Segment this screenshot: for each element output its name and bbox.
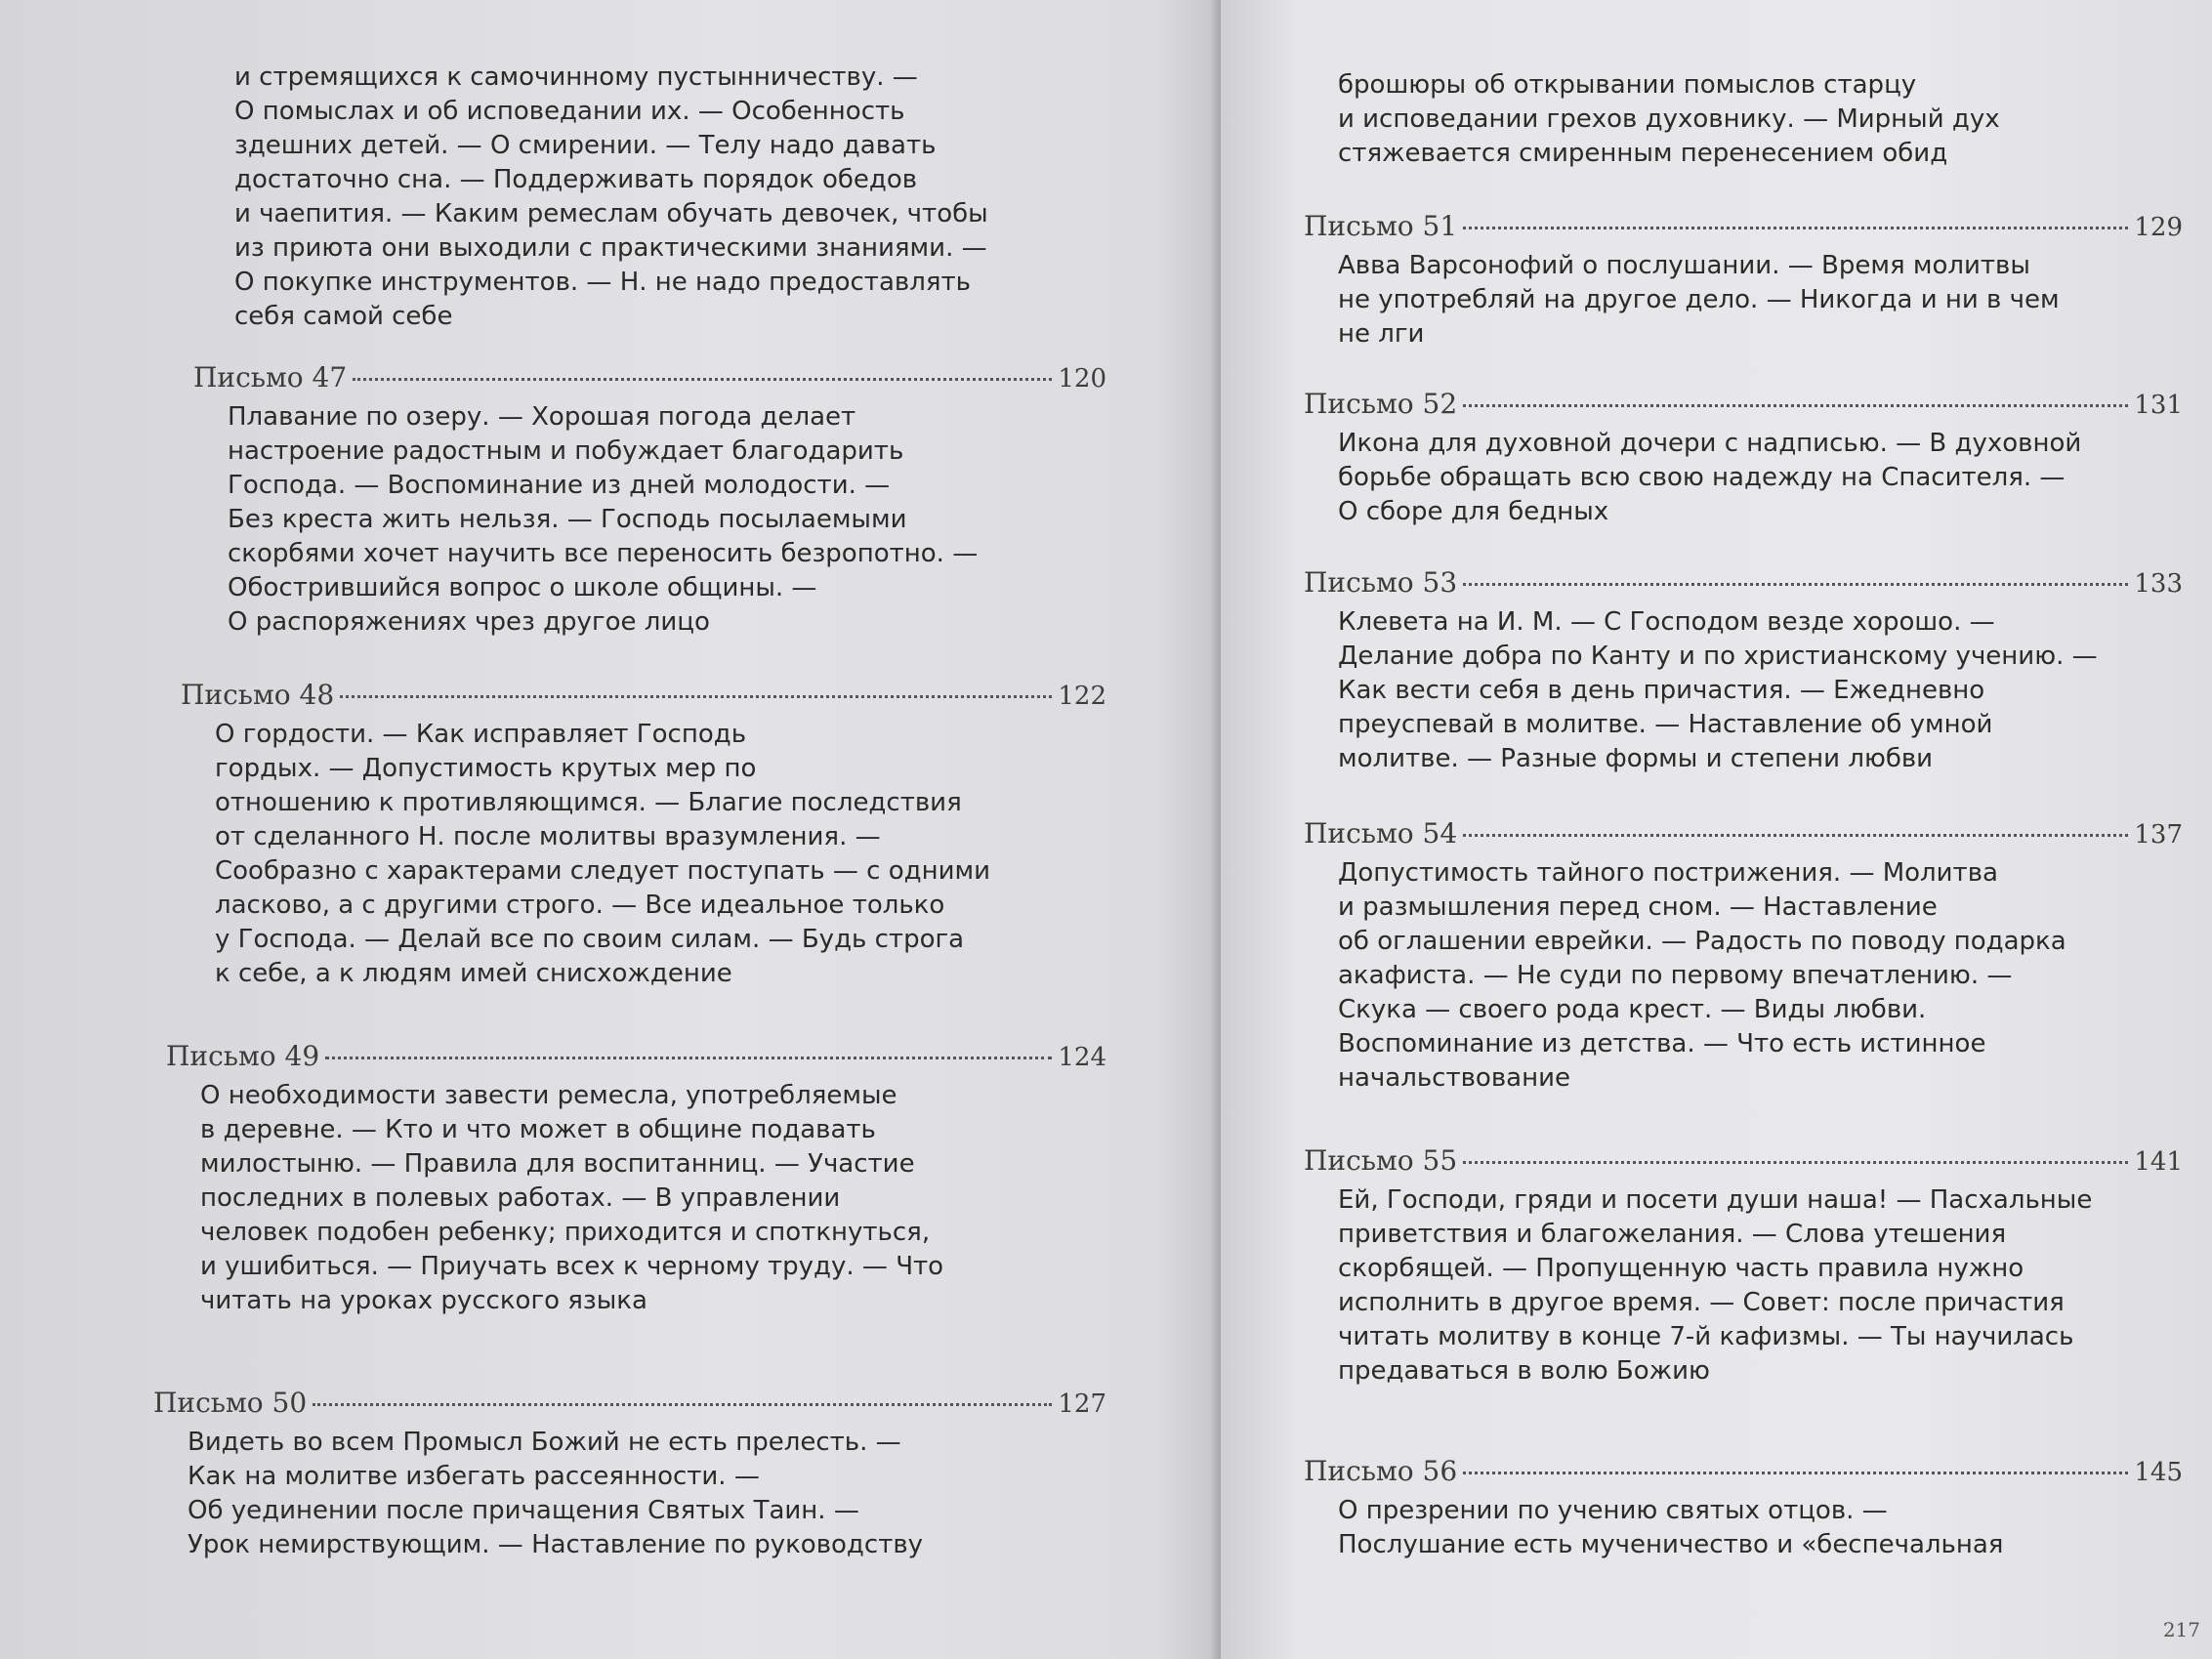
entry-page-number: 133: [2134, 569, 2183, 599]
entry-title: Письмо 48: [181, 679, 335, 711]
summary-line: к себе, а к людям имей снисхождение: [215, 959, 732, 988]
summary-line: Клевета на И. М. — С Господом везде хорошо. —: [1338, 607, 1995, 637]
summary-line: стяжевается смиренным перенесением обид: [1338, 139, 1948, 168]
entry-page-number: 129: [2134, 213, 2183, 242]
summary-line: ласково, а с другими строго. — Все идеальное только: [215, 891, 945, 920]
summary-line: от сделанного Н. после молитвы вразумления. —: [215, 822, 881, 851]
entry-summary: [228, 400, 1106, 640]
summary-line: Урок немирствующим. — Наставление по руководству: [188, 1530, 924, 1559]
summary-line: последних в полевых работах. — В управлении: [200, 1183, 841, 1213]
left-continuation: [234, 61, 988, 334]
summary-line: и размышления перед сном. — Наставление: [1338, 892, 1938, 922]
summary-line: достаточно сна. — Поддерживать порядок обедов: [234, 165, 918, 194]
toc-entry-52: [1304, 388, 2183, 529]
summary-line: читать молитву в конце 7-й кафизмы. — Ты научилась: [1338, 1322, 2074, 1351]
summary-line: Видеть во всем Промысл Божий не есть прелесть. —: [188, 1428, 901, 1457]
summary-line: О необходимости завести ремесла, употребляемые: [200, 1081, 897, 1110]
summary-line: и чаепития. — Каким ремеслам обучать девочек, чтобы: [234, 199, 988, 228]
dot-leader: [1463, 404, 2128, 407]
summary-line: исполнить в другое время. — Совет: после причастия: [1338, 1288, 2065, 1317]
summary-line: О помыслах и об исповедании их. — Особенность: [234, 97, 905, 126]
summary-line: человек подобен ребенку; приходится и споткнуться,: [200, 1218, 931, 1247]
entry-title: Письмо 52: [1304, 388, 1458, 420]
toc-entry-49: [166, 1040, 1106, 1318]
dot-leader: [325, 1057, 1052, 1059]
summary-line: Плавание по озеру. — Хорошая погода делает: [228, 402, 856, 432]
summary-line: О презрении по учению святых отцов. —: [1338, 1496, 1888, 1525]
entry-summary: [215, 718, 1106, 991]
toc-entry-54: [1304, 817, 2183, 1096]
summary-line: Сообразно с характерами следует поступать — с одними: [215, 856, 991, 886]
summary-line: об оглашении еврейки. — Радость по поводу подарка: [1338, 927, 2066, 956]
summary-line: гордых. — Допустимость крутых мер по: [215, 754, 757, 783]
toc-entry-53: [1304, 566, 2183, 776]
entry-summary: [200, 1079, 1106, 1318]
entry-heading[interactable]: [1304, 817, 2183, 856]
summary-line: из приюта они выходили с практическими знаниями. —: [234, 233, 987, 263]
dot-leader: [1463, 227, 2128, 229]
summary-line: Господа. — Воспоминание из дней молодости. —: [228, 471, 891, 500]
dot-leader: [1463, 1161, 2128, 1164]
entry-summary: [1338, 68, 2000, 171]
entry-title: Письмо 51: [1304, 210, 1458, 242]
entry-heading[interactable]: [166, 1040, 1106, 1079]
entry-page-number: 120: [1058, 364, 1106, 394]
dot-leader: [340, 695, 1052, 698]
right-page: [1221, 0, 2212, 1659]
summary-line: О распоряжениях чрез другое лицо: [228, 607, 710, 637]
summary-line: Авва Варсонофий о послушании. — Время молитвы: [1338, 251, 2030, 280]
entry-title: Письмо 56: [1304, 1455, 1458, 1487]
entry-page-number: 137: [2134, 820, 2183, 850]
summary-line: себя самой себе: [234, 302, 453, 331]
entry-page-number: 145: [2134, 1458, 2183, 1487]
summary-line: настроение радостным и побуждает благодарить: [228, 436, 904, 466]
entry-summary: [1338, 427, 2183, 529]
entry-heading[interactable]: [181, 679, 1106, 718]
entry-summary: [234, 61, 988, 334]
entry-heading[interactable]: [1304, 210, 2183, 249]
dot-leader: [313, 1403, 1052, 1406]
summary-line: брошюры об открывании помыслов старцу: [1338, 70, 1917, 100]
summary-line: Как вести себя в день причастия. — Ежедневно: [1338, 676, 1985, 705]
entry-heading[interactable]: [1304, 388, 2183, 427]
entry-summary: [1338, 1183, 2183, 1389]
toc-entry-48: [181, 679, 1106, 991]
entry-heading[interactable]: [1304, 566, 2183, 605]
entry-title: Письмо 53: [1304, 566, 1458, 599]
right-continuation: [1338, 68, 2000, 171]
entry-title: Письмо 54: [1304, 817, 1458, 850]
entry-summary: [1338, 1494, 2183, 1562]
summary-line: начальствование: [1338, 1063, 1570, 1093]
summary-line: и стремящихся к самочинному пустынничеству. —: [234, 62, 918, 92]
summary-line: Послушание есть мученичество и «беспечальная: [1338, 1530, 2004, 1559]
summary-line: О покупке инструментов. — Н. не надо предоставлять: [234, 268, 971, 297]
dot-leader: [1463, 834, 2128, 837]
entry-title: Письмо 50: [153, 1387, 308, 1419]
summary-line: преуспевай в молитве. — Наставление об умной: [1338, 710, 1993, 739]
toc-entry-51: [1304, 210, 2183, 352]
toc-entry-50: [153, 1387, 1106, 1562]
entry-page-number: 127: [1058, 1389, 1106, 1419]
entry-heading[interactable]: [193, 361, 1106, 400]
summary-line: читать на уроках русского языка: [200, 1286, 647, 1315]
summary-line: О гордости. — Как исправляет Господь: [215, 720, 747, 749]
entry-page-number: 124: [1058, 1043, 1106, 1072]
entry-title: Письмо 47: [193, 361, 348, 394]
toc-entry-56: [1304, 1455, 2183, 1562]
summary-line: Обострившийся вопрос о школе общины. —: [228, 573, 817, 602]
toc-entry-47: [193, 361, 1106, 640]
summary-line: Допустимость тайного пострижения. — Молитва: [1338, 858, 1998, 888]
summary-line: приветствия и благожелания. — Слова утешения: [1338, 1220, 2007, 1249]
summary-line: у Господа. — Делай все по своим силам. — Будь строга: [215, 925, 965, 954]
entry-title: Письмо 55: [1304, 1144, 1458, 1177]
dot-leader: [1463, 583, 2128, 586]
entry-summary: [1338, 249, 2183, 352]
summary-line: скорбящей. — Пропущенную часть правила нужно: [1338, 1254, 2024, 1283]
summary-line: молитве. — Разные формы и степени любви: [1338, 744, 1934, 773]
summary-line: Икона для духовной дочери с надписью. — В духовной: [1338, 429, 2082, 458]
summary-line: в деревне. — Кто и что может в общине подавать: [200, 1115, 876, 1144]
summary-line: борьбе обращать всю свою надежду на Спасителя. —: [1338, 463, 2066, 492]
summary-line: и ушибиться. — Приучать всех к черному труду. — Что: [200, 1252, 944, 1281]
summary-line: Скука — своего рода крест. — Виды любви.: [1338, 995, 1927, 1024]
summary-line: Ей, Господи, гряди и посети души наша! — Пасхальные: [1338, 1185, 2093, 1215]
summary-line: Об уединении после причащения Святых Таин. —: [188, 1496, 859, 1525]
summary-line: акафиста. — Не суди по первому впечатлению. —: [1338, 961, 2013, 990]
summary-line: не лги: [1338, 319, 1425, 349]
summary-line: Без креста жить нельзя. — Господь посылаемыми: [228, 505, 907, 534]
summary-line: Как на молитве избегать рассеянности. —: [188, 1462, 760, 1491]
entry-heading[interactable]: [153, 1387, 1106, 1426]
summary-line: скорбями хочет научить все переносить безропотно. —: [228, 539, 979, 568]
entry-page-number: 141: [2134, 1147, 2183, 1177]
summary-line: предаваться в волю Божию: [1338, 1356, 1710, 1386]
entry-summary: [1338, 856, 2183, 1096]
summary-line: здешних детей. — О смирении. — Телу надо давать: [234, 131, 937, 160]
dot-leader: [1463, 1472, 2128, 1474]
entry-page-number: 131: [2134, 391, 2183, 420]
summary-line: О сборе для бедных: [1338, 497, 1609, 526]
entry-heading[interactable]: [1304, 1455, 2183, 1494]
summary-line: Воспоминание из детства. — Что есть истинное: [1338, 1029, 1986, 1058]
summary-line: милостыню. — Правила для воспитанниц. — Участие: [200, 1149, 915, 1179]
entry-page-number: 122: [1058, 682, 1106, 711]
summary-line: и исповедании грехов духовнику. — Мирный дух: [1338, 104, 2000, 134]
dot-leader: [353, 378, 1052, 381]
summary-line: Делание добра по Канту и по христианскому учению. —: [1338, 642, 2098, 671]
page-number: 217: [2162, 1618, 2200, 1641]
entry-summary: [1338, 605, 2183, 776]
entry-title: Письмо 49: [166, 1040, 320, 1072]
toc-entry-55: [1304, 1144, 2183, 1389]
entry-summary: [188, 1426, 1106, 1562]
summary-line: не употребляй на другое дело. — Никогда и ни в чем: [1338, 285, 2060, 314]
entry-heading[interactable]: [1304, 1144, 2183, 1183]
summary-line: отношению к противляющимся. — Благие последствия: [215, 788, 962, 817]
